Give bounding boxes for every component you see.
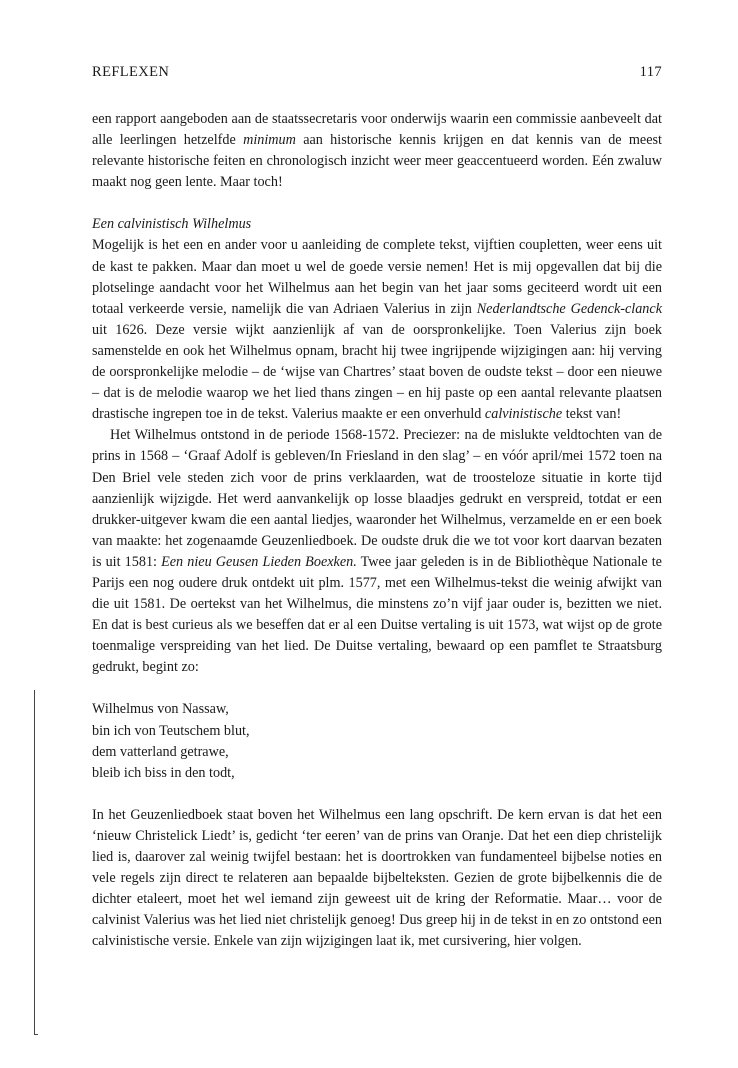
section-title: Een calvinistisch Wilhelmus	[92, 216, 252, 233]
text-run: uit 1626. Deze versie wijkt aanzienlijk af van de oorspronkelijke. Toen Valerius zijn boek samenstelde en ook het Wilhelmus opnam, bracht hij twee ingrijpende wijzigingen aan: hij verving de oorspronkelijke melodie – de ‘wijse van Chartres’ staat boven de oudste tekst – door een nieuwe – dat is de melodie waarop we het lied thans zingen – en hij paste op een aantal relevante plaatsen drastische ingrepen toe in de tekst. Valerius maakte er een onverhuld	[92, 321, 662, 423]
paragraph-gap	[92, 784, 662, 805]
page-number: 117	[639, 64, 662, 80]
paragraph-gap	[92, 678, 662, 699]
text-run: aan historische kennis krijgen en dat kennis van de meest relevante historische feiten en chronologisch inzicht weer meer geaccentueerd worden. Eén zwaluw maakt nog geen lente. Maar toch!	[92, 132, 662, 191]
text-run: In het Geuzenliedboek staat boven het Wilhelmus een lang opschrift. De kern ervan is dat het een ‘nieuw Christelick Liedt’ is, gedicht ‘ter eeren’ van de prins van Oranje. Dat het een diep christelijk lied is, daarover zal weinig twijfel bestaan: het is doortrokken van fundamenteel bijbelse noties en vele regels zijn direct te relateren aan bepaalde bijbelteksten. Gezien de grote bijbelkennis die de dichter etaleert, moet het wel iemand zijn geweest uit de kring der Reformatie. Maar… voor de calvinist Valerius was het lied niet christelijk genoeg! Dus greep hij in de tekst in en zo ontstond een calvinistische versie. Enkele van zijn wijzigingen laat ik, met cursivering, hier volgen.	[92, 806, 662, 950]
verse-quote	[92, 699, 662, 783]
verse-line: Wilhelmus von Nassaw,	[92, 701, 229, 718]
italic-run: Een nieu Geusen Lieden Boexken.	[161, 553, 357, 570]
running-header	[92, 64, 662, 81]
text-run: Het Wilhelmus ontstond in de periode 1568-1572. Preciezer: na de mislukte veldtochten van de prins in 1568 – ‘Graaf Adolf is gebleven/In Friesland in den slag’ – en vóór april/mei 1572 toen na Den Briel vele steden zich voor de prins verklaarden, wat de troosteloze situatie in korte tijd aanzienlijk wijzigde. Het werd aanvankelijk op losse blaadjes gedrukt en verspreid, totdat er een drukker-uitgever kwam die een aantal liedjes, waaronder het Wilhelmus, verzamelde en er een boek van maakte: het zogenaamde Geuzenliedboek. De oudste druk die we tot voor kort daarvan bezaten is uit 1581:	[92, 427, 662, 570]
margin-rule-tick	[34, 1034, 38, 1035]
margin-rule	[34, 690, 35, 1035]
verse-line: bleib ich biss in den todt,	[92, 764, 235, 781]
italic-run: Nederlandtsche Gedenck-clanck	[476, 300, 662, 317]
text-run: een rapport aangeboden aan de staatssecretaris voor onderwijs waarin een commissie aanbeveelt dat alle leerlingen hetzelfde	[92, 111, 662, 149]
italic-run: minimum	[243, 132, 296, 149]
paragraph-gap	[92, 193, 662, 214]
text-run: Mogelijk is het een en ander voor u aanleiding de complete tekst, vijftien coupletten, weer eens uit de kast te pakken. Maar dan moet u wel de goede versie nemen! Het is mij opgevallen dat bij die plotselinge aandacht voor het Wilhelmus aan het begin van het jaar soms geciteerd wordt uit een totaal verkeerde versie, namelijk die van Adriaen Valerius in zijn	[92, 237, 662, 317]
paragraph-valerius	[92, 235, 662, 425]
paragraph-history	[92, 425, 662, 678]
italic-run: calvinistische	[484, 406, 563, 423]
paragraph-intro	[92, 109, 662, 193]
running-title: REFLEXEN	[92, 64, 170, 80]
paragraph-geuzenliedboek	[92, 805, 662, 953]
verse-line: bin ich von Teutschem blut,	[92, 722, 250, 739]
text-run: Twee jaar geleden is in de Bibliothèque Nationale te Parijs een nog oudere druk ontdekt uit plm. 1577, met een Wilhelmus-tekst die weinig afwijkt van die uit 1581. De oertekst van het Wilhelmus, die minstens zo’n vijf jaar ouder is, bezitten we niet. En dat is best curieus als we beseffen dat er al een Duitse vertaling is uit 1573, wat wijst op de grote toenmalige verspreiding van het lied. De Duitse vertaling, bewaard op een pamflet te Straatsburg gedrukt, begint zo:	[92, 553, 662, 676]
text-run: tekst van!	[562, 406, 622, 423]
book-page	[92, 64, 662, 952]
verse-line: dem vatterland getrawe,	[92, 743, 229, 760]
